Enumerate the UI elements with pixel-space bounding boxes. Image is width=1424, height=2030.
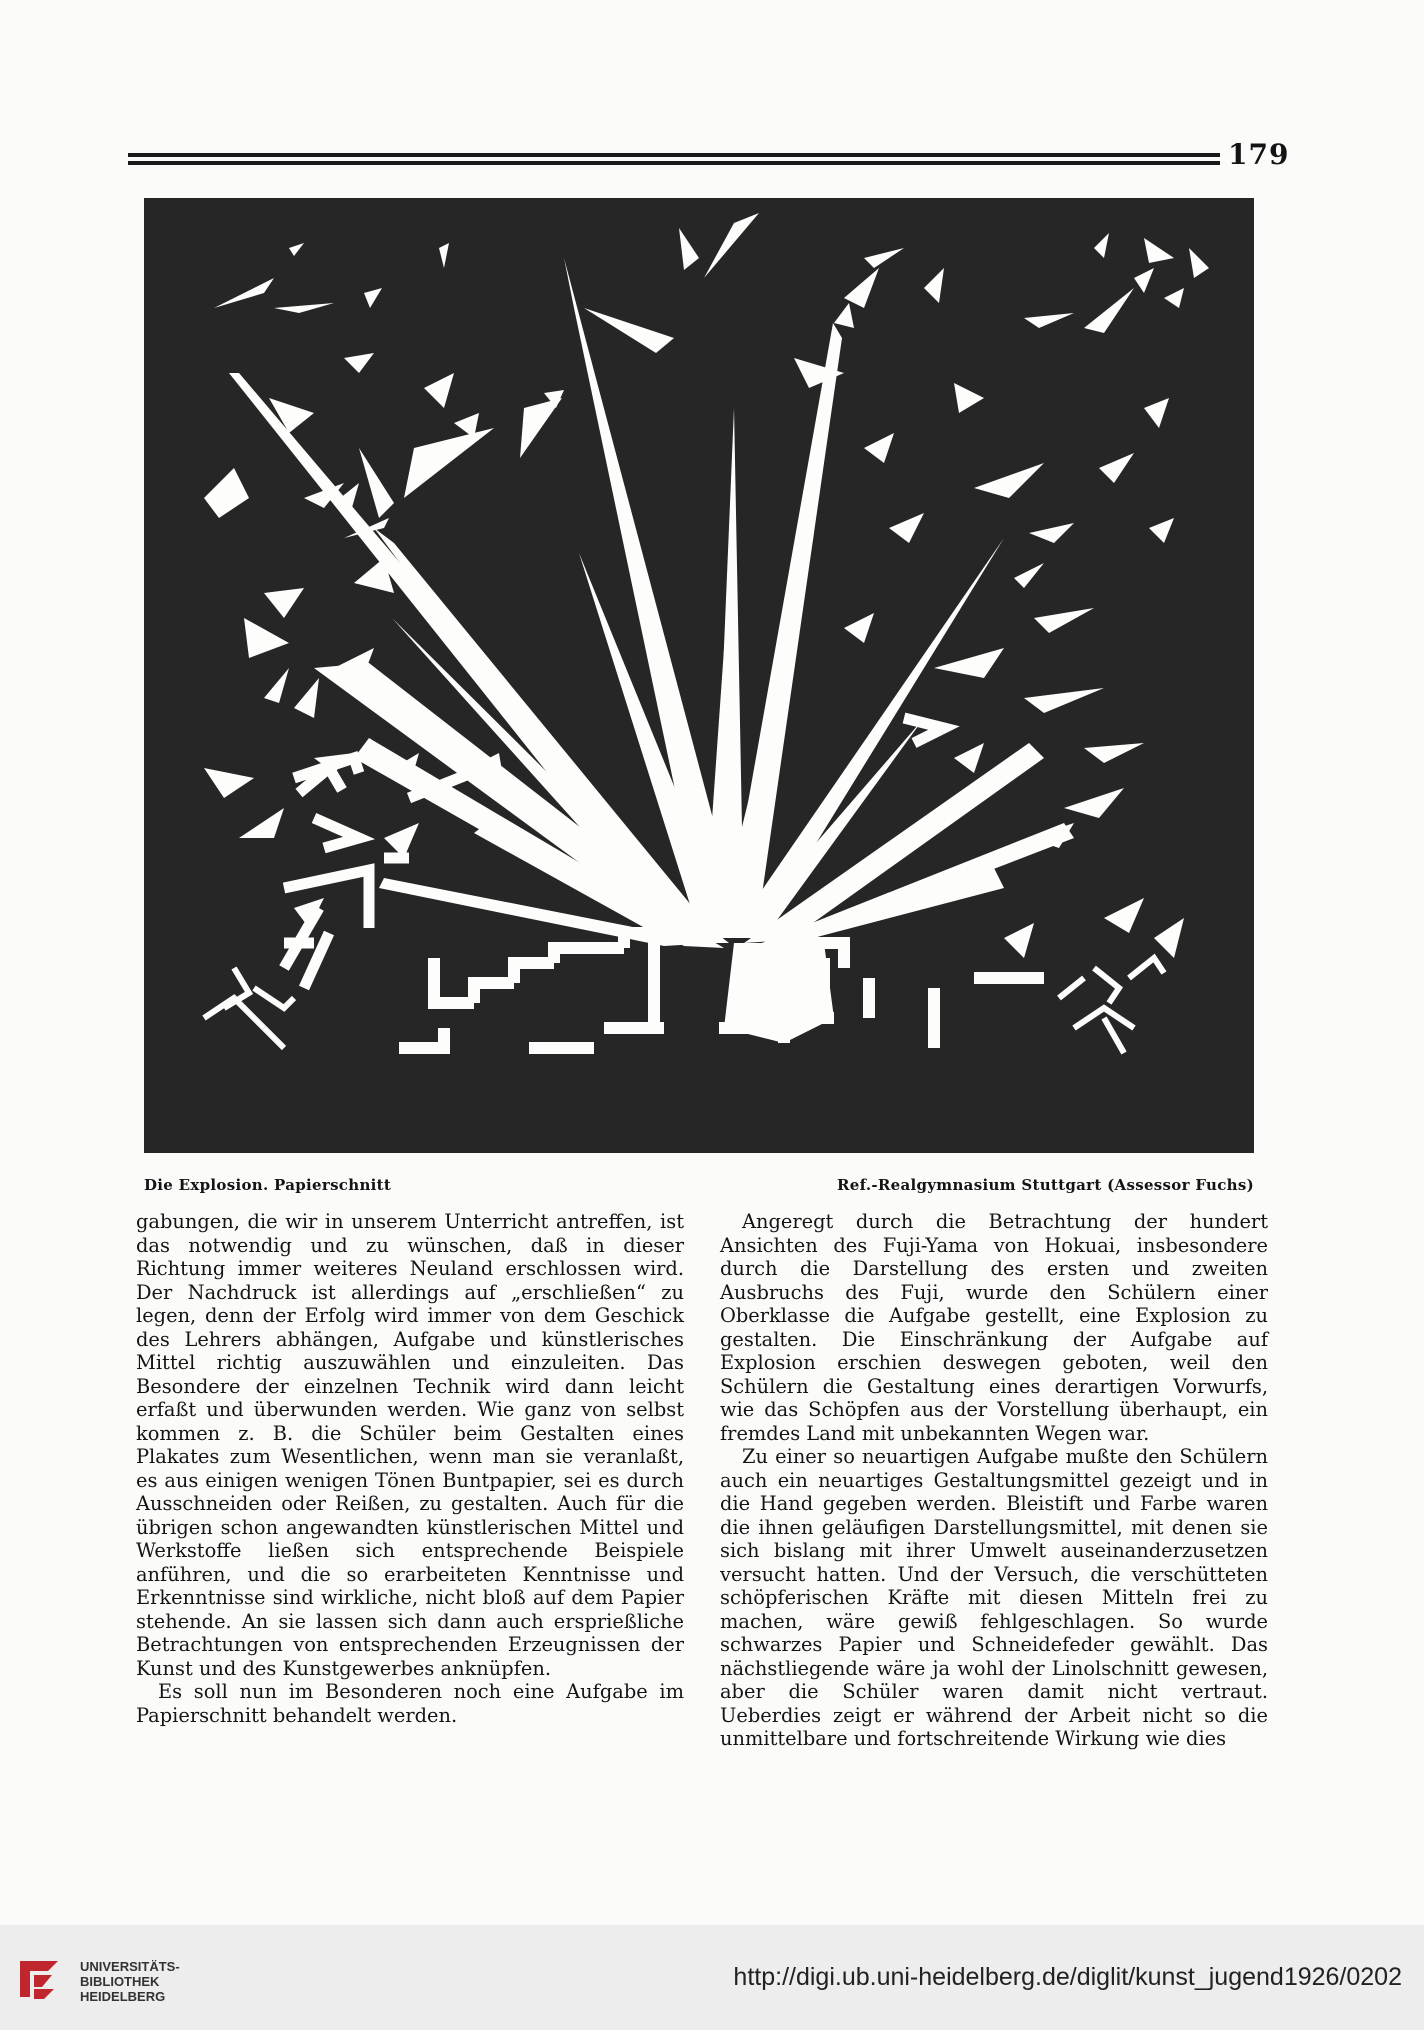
- source-url[interactable]: http://digi.ub.uni-heidelberg.de/diglit/kunst_jugend1926/0202: [733, 1963, 1402, 1991]
- paragraph: Es soll nun im Besonderen noch eine Aufgabe im Papierschnitt behandelt werden.: [136, 1680, 684, 1727]
- paragraph: gabungen, die wir in unserem Unterricht antreffen, ist das notwendig und zu wünschen, daß in dieser Richtung immer weiteres Neuland erschlossen wird. Der Nachdruck ist allerdings auf „erschließen“ zu legen, denn der Erfolg wird immer von dem Geschick des Lehrers abhängen, Aufgabe und künstlerisches Mittel richtig auszuwählen und einzuleiten. Das Besondere der einzelnen Technik wird dann leicht erfaßt und überwunden werden. Wie ganz von selbst kommen z. B. die Schüler beim Gestalten eines Plakates zum Wesentlichen, wenn man sie veranlaßt, es aus einigen wenigen Tönen Buntpapier, sei es durch Ausschneiden oder Reißen, zu gestalten. Auch für die übrigen schon angewandten künstlerischen Mittel und Werkstoffe ließen sich entsprechende Beispiele anführen, und die so erarbeiteten Kenntnisse und Erkenntnisse sind wirkliche, nicht bloß auf dem Papier stehende. An sie lassen sich dann auch ersprießliche Betrachtungen von entsprechenden Erzeugnissen der Kunst und des Kunstgewerbes anknüpfen.: [136, 1210, 684, 1680]
- text-column-left: [136, 1210, 684, 1727]
- library-footer: [0, 1925, 1424, 2030]
- figure-caption-credit: Ref.-Realgymnasium Stuttgart (Assessor Fuchs): [837, 1176, 1254, 1194]
- figure-caption-title: Die Explosion. Papierschnitt: [144, 1176, 392, 1194]
- paragraph: Angeregt durch die Betrachtung der hundert Ansichten des Fuji-Yama von Hokuai, insbesondere durch die Darstellung des ersten und zweiten Ausbruchs des Fuji, wurde den Schülern einer Oberklasse die Aufgabe gestellt, eine Explosion zu gestalten. Die Einschränkung der Aufgabe auf Explosion erschien deswegen geboten, weil den Schülern die Gestaltung eines derartigen Vorwurfs, wie das Schöpfen aus der Vorstellung überhaupt, ein fremdes Land mit unbekannten Wegen war.: [720, 1210, 1268, 1445]
- paragraph: Zu einer so neuartigen Aufgabe mußte den Schülern auch ein neuartiges Gestaltungsmittel gezeigt und in die Hand gegeben werden. Bleistift und Farbe waren die ihnen geläufigen Darstellungsmittel, mit denen sie sich bislang mit ihrer Umwelt auseinanderzusetzen versucht hatten. Und der Versuch, die verschütteten schöpferischen Kräfte mit diesen Mitteln frei zu machen, wäre gewiß fehlgeschlagen. So wurde schwarzes Papier und Schneidefeder gewählt. Das nächstliegende wäre ja wohl der Linolschnitt gewesen, aber die Schüler waren damit nicht vertraut. Ueberdies zeigt er während der Arbeit nicht so die unmittelbare und fortschreitende Wirkung wie dies: [720, 1445, 1268, 1750]
- text-column-right: [720, 1210, 1268, 1751]
- library-name-line: UNIVERSITÄTS-: [80, 1959, 180, 1974]
- papercut-artwork: [144, 198, 1254, 1153]
- header-rule: [128, 153, 1220, 165]
- library-name-line: BIBLIOTHEK: [80, 1974, 160, 1989]
- heidelberg-library-logo-icon: [18, 1957, 64, 2003]
- page-number: 179: [1228, 138, 1290, 171]
- library-name: [80, 1959, 180, 2004]
- explosion-papercut-image: [144, 198, 1254, 1153]
- library-name-line: HEIDELBERG: [80, 1989, 166, 2004]
